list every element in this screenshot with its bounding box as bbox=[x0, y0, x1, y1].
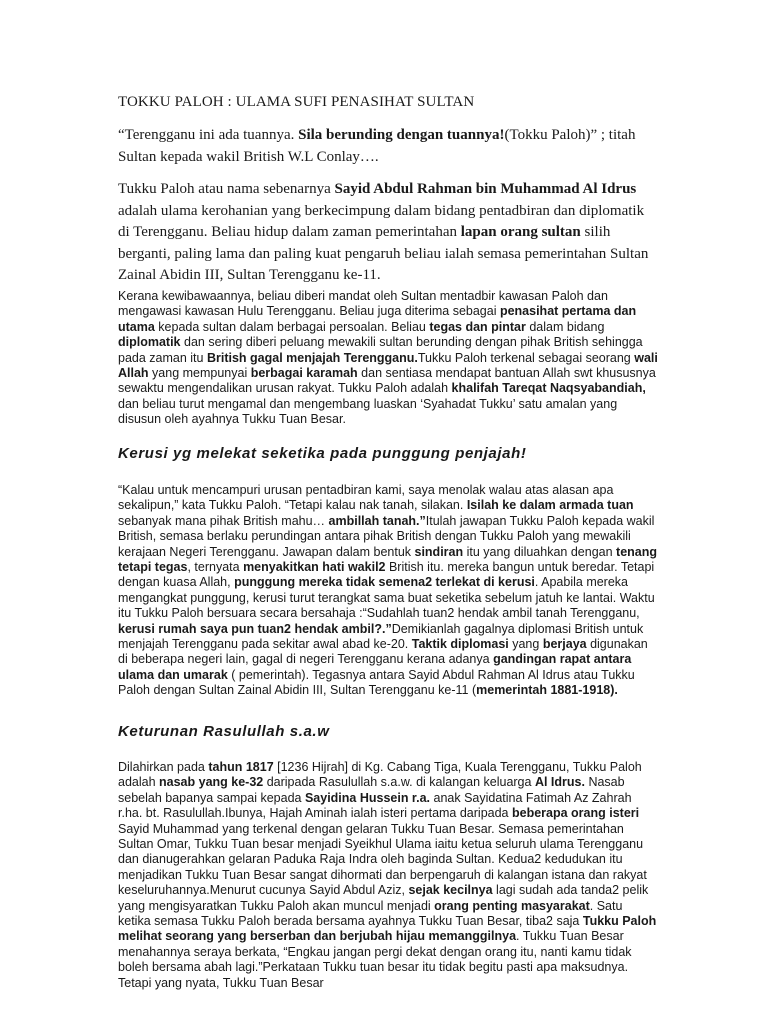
bold-run: nasab yang ke-32 bbox=[159, 775, 264, 790]
text-run: . Satu ketika semasa Tukku Paloh berada bersama ayahnya Tukku Tuan Besar, tiba2 saja bbox=[118, 898, 623, 929]
bold-run: Al Idrus. bbox=[534, 775, 585, 790]
bold-run: sindiran bbox=[414, 544, 464, 559]
text-run: [1236 Hijrah] di Kg. Cabang Tiga, Kuala Terengganu, Tukku Paloh adalah bbox=[118, 760, 642, 790]
text-run: dan sering diberi peluang mewakili sultan berunding dengan pihak British sehingga pada zaman itu bbox=[118, 335, 643, 365]
bold-run: berjaya bbox=[542, 637, 587, 652]
text-run: Nasab sebelah bapanya sampai kepada bbox=[118, 775, 625, 805]
text-run: dalam bidang bbox=[525, 319, 605, 334]
text-run: daripada Rasulullah s.a.w. di kalangan keluarga bbox=[263, 775, 535, 790]
text-run: Demikianlah gagalnya diplomasi British untuk menjajah Terengganu pada sekitar awal abad ke-20. bbox=[118, 621, 644, 652]
bold-run: Sayid Abdul Rahman bin Muhammad Al Idrus bbox=[334, 181, 637, 197]
text-run: silih berganti, paling lama dan paling kuat pengaruh beliau ialah semasa pemerintahan Sultan Zainal Abidin III, Sultan Terengganu ke-11. bbox=[118, 224, 649, 283]
bold-run: khalifah Tareqat Naqsyabandiah, bbox=[451, 381, 646, 396]
bold-run: Sila berunding dengan tuannya! bbox=[298, 127, 505, 143]
text-run: anak Sayidatina Fatimah Az Zahrah r.ha. bt. Rasulullah.Ibunya, Hajah Aminah ialah isteri pertama daripada bbox=[118, 790, 632, 821]
text-run: ( pemerintah). Tegasnya antara Sayid Abdul Rahman Al Idrus atau Tukku Paloh dengan Sultan Zainal Abidin III, Sultan Terengganu ke-11 ( bbox=[118, 667, 635, 698]
bold-run: tenang tetapi tegas bbox=[118, 544, 658, 575]
bold-run: berbagai karamah bbox=[250, 366, 358, 381]
section-heading-kerusi: Kerusi yg melekat seketika pada punggung penjajah! bbox=[118, 445, 527, 462]
section-heading-keturunan: Keturunan Rasulullah s.a.w bbox=[118, 723, 330, 740]
bold-run: memerintah 1881-1918). bbox=[476, 683, 618, 698]
text-run: yang mempunyai bbox=[148, 366, 251, 381]
text-run: Tukku Paloh atau nama sebenarnya bbox=[118, 181, 335, 197]
text-run: “Terengganu ini ada tuannya. bbox=[118, 127, 299, 143]
text-run: Sayid Muhammad yang terkenal dengan gelaran Tukku Tuan Besar. Semasa pemerintahan Sultan Omar, Tukku Tuan besar menjadi Syeikhul Ulama iaitu ketua seluruh ulama Terengganu dan dianugerahkan gelaran Paduka Raja Indra oleh baginda Sultan. Kedua2 kedudukan itu menjadikan Tukku Tuan Besar sangat dihormati dan berpengaruh di kalangan istana dan rakyat keseluruhannya.Menurut cucunya Sayid Abdul Aziz, bbox=[118, 821, 647, 898]
document-title: TOKKU PALOH : ULAMA SUFI PENASIHAT SULTAN bbox=[118, 94, 475, 110]
text-run: British itu. mereka bangun untuk beredar. Tetapi dengan kuasa Allah, bbox=[118, 560, 655, 590]
bold-run: gandingan rapat antara ulama dan umarak bbox=[118, 652, 632, 682]
text-run: . Tukku Tuan Besar menahannya seraya berkata, “Engkau jangan pergi dekat dengan orang itu, nanti kamu tidak boleh bersama abah lagi.”Perkataan Tukku tuan besar itu tidak begitu pasti apa maksudnya. Tetapi yang nyata, Tukku Tuan Besar bbox=[118, 929, 632, 990]
text-run: kepada sultan dalam berbagai persoalan. Beliau bbox=[154, 319, 430, 334]
text-run: dan sentiasa mendapat bantuan Allah swt khususnya sewaktu mengendalikan urusan rakyat. Tukku Paloh adalah bbox=[118, 366, 656, 396]
bold-run: punggung mereka tidak semena2 terlekat di kerusi bbox=[234, 575, 535, 590]
text-run: itu yang diluahkan dengan bbox=[463, 544, 617, 559]
kerusi-paragraph bbox=[118, 483, 658, 699]
text-run: adalah ulama kerohanian yang berkecimpung dalam bidang pentadbiran dan diplomatik di Terengganu. Beliau hidup dalam zaman pemerintahan bbox=[118, 202, 645, 240]
keturunan-paragraph bbox=[118, 760, 658, 991]
text-run: “Kalau untuk mencampuri urusan pentadbiran kami, saya menolak walau atas alasan apa sekalipun,” kata Tukku Paloh. “Tetapi kalau nak tanah, silakan. bbox=[118, 483, 614, 513]
bold-run: diplomatik bbox=[118, 335, 181, 350]
bold-run: lapan orang sultan bbox=[460, 224, 581, 240]
text-run: . Apabila mereka mengangkat punggung, kerusi turut terangkat sama buat seketika sebelum jatuh ke lantai. Waktu itu Tukku Paloh bersuara secara bersahaja :“Sudahlah tuan2 hendak ambil tanah Terengganu, bbox=[118, 575, 655, 621]
text-run: dan beliau turut mengamal dan mengembang luaskan ‘Syahadat Tukku’ satu amalan yang disusun oleh ayahnya Tukku Tuan Besar. bbox=[118, 396, 618, 427]
bold-run: sejak kecilnya bbox=[408, 883, 493, 898]
text-run: yang bbox=[508, 637, 543, 652]
bold-run: orang penting masyarakat bbox=[434, 898, 590, 913]
text-run: Dilahirkan pada bbox=[118, 760, 209, 774]
authority-paragraph bbox=[118, 289, 658, 428]
bold-run: kerusi rumah saya pun tuan2 hendak ambil?.” bbox=[118, 621, 392, 636]
bold-run: Tukku Paloh melihat seorang yang berserban dan berjubah hijau memanggilnya bbox=[118, 914, 657, 944]
text-run: , ternyata bbox=[187, 560, 244, 575]
bold-run: tegas dan pintar bbox=[429, 319, 526, 334]
bold-run: menyakitkan hati wakil2 bbox=[243, 560, 386, 575]
bold-run: penasihat pertama dan utama bbox=[118, 304, 637, 334]
bold-run: ambillah tanah.” bbox=[328, 513, 426, 528]
text-run: Kerana kewibawaannya, beliau diberi mandat oleh Sultan mentadbir kawasan Paloh dan mengawasi kawasan Hulu Terengganu. Beliau juga diterima sebagai bbox=[118, 289, 608, 319]
bold-run: tahun 1817 bbox=[208, 760, 274, 774]
bold-run: Taktik diplomasi bbox=[411, 637, 509, 652]
intro-paragraph bbox=[118, 179, 658, 287]
bold-run: Sayidina Hussein r.a. bbox=[304, 790, 431, 805]
opening-quote-paragraph bbox=[118, 125, 658, 168]
text-run: (Tokku Paloh)” ; titah Sultan kepada wakil British W.L Conlay…. bbox=[118, 127, 636, 165]
bold-run: Isilah ke dalam armada tuan bbox=[466, 498, 634, 513]
text-run: sebanyak mana pihak British mahu… bbox=[118, 513, 329, 528]
text-run: digunakan di beberapa negeri lain, gagal di negeri Terengganu kerana adanya bbox=[118, 637, 648, 667]
text-run: Tukku Paloh terkenal sebagai seorang bbox=[417, 350, 635, 365]
bold-run: British gagal menjajah Terengganu. bbox=[206, 350, 418, 365]
bold-run: beberapa orang isteri bbox=[511, 806, 640, 821]
text-run: Itulah jawapan Tukku Paloh kepada wakil British, semasa berlaku perundingan antara pihak British dengan Tukku Paloh yang mewakili kerajaan Negeri Terengganu. Jawapan dalam bentuk bbox=[118, 513, 655, 559]
bold-run: wali Allah bbox=[118, 350, 658, 381]
text-run: lagi sudah ada tanda2 pelik yang mengisyaratkan Tukku Paloh akan muncul menjadi bbox=[118, 883, 649, 913]
